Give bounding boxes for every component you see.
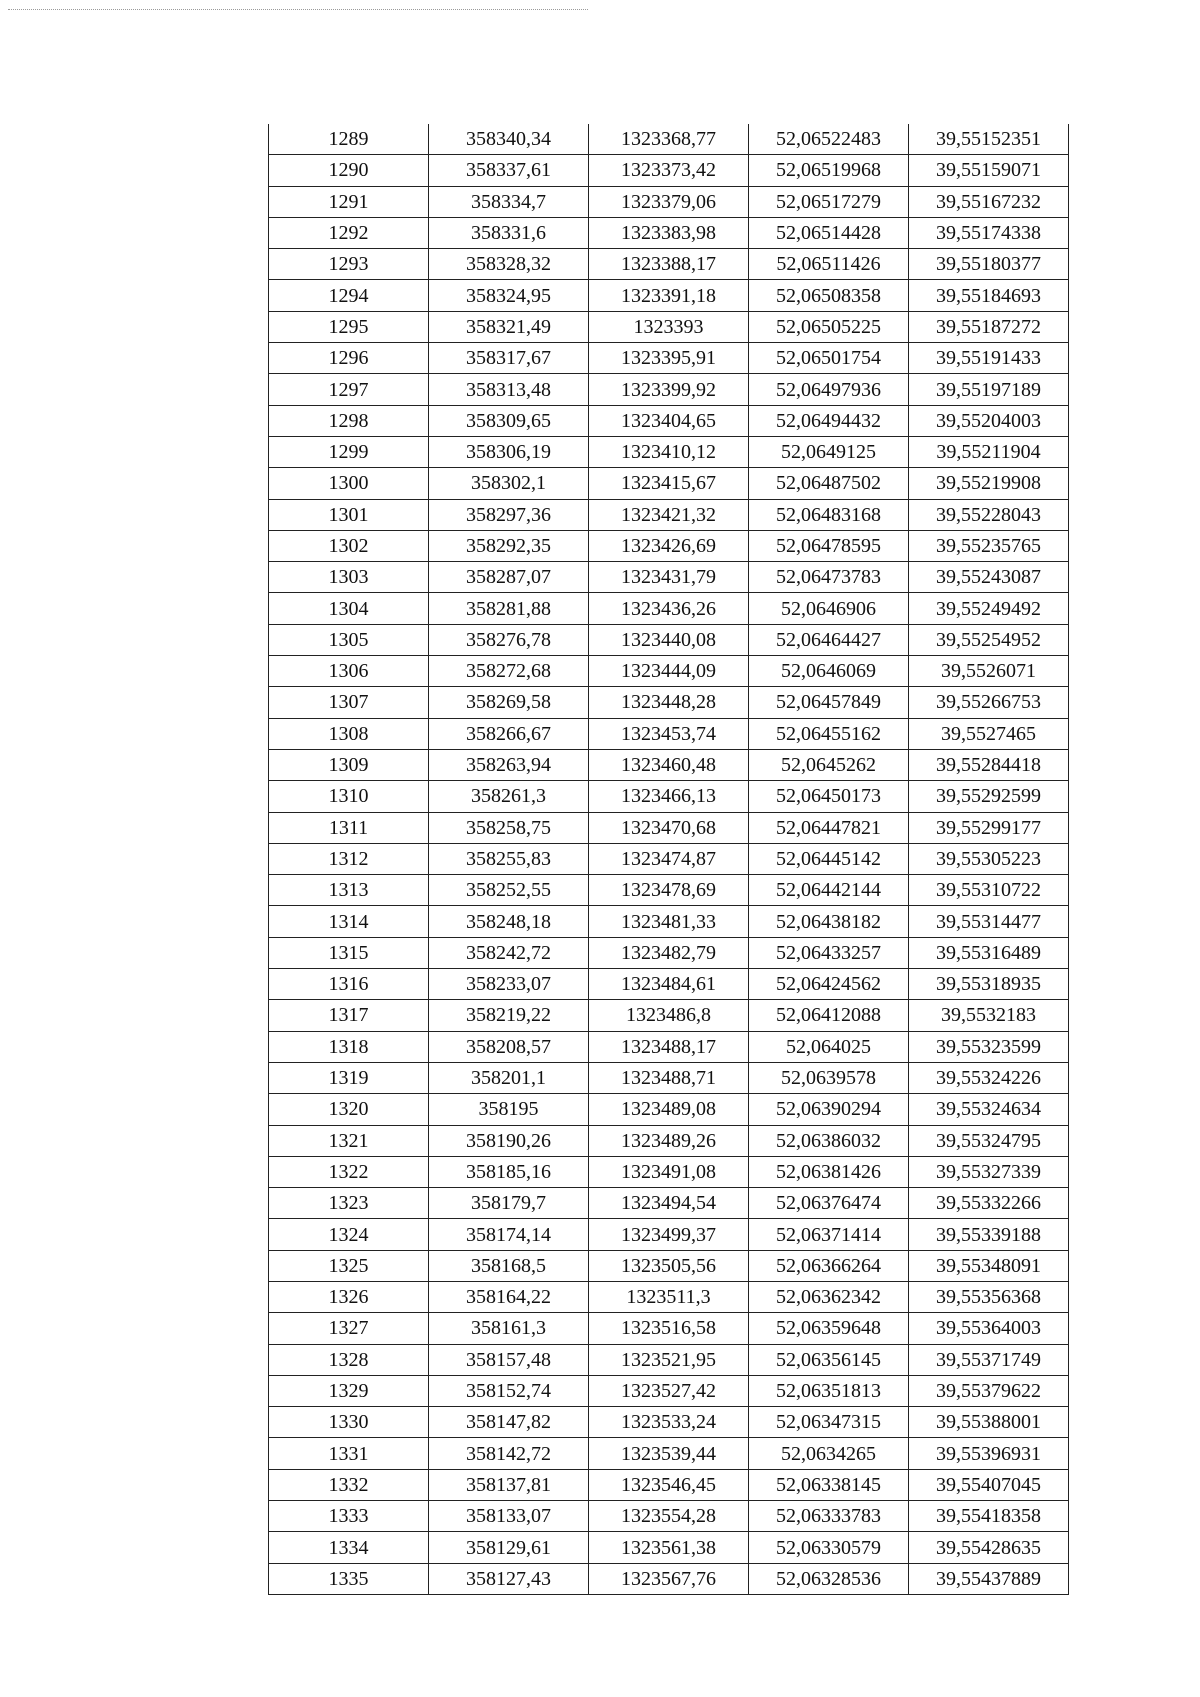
x-coordinate-cell: 358133,07 [429, 1501, 589, 1532]
latitude-cell: 52,06505225 [749, 311, 909, 342]
point-number-cell: 1310 [269, 781, 429, 812]
point-number-cell: 1291 [269, 186, 429, 217]
x-coordinate-cell: 358321,49 [429, 311, 589, 342]
y-coordinate-cell: 1323431,79 [589, 562, 749, 593]
latitude-cell: 52,06333783 [749, 1501, 909, 1532]
table-row [269, 1156, 1069, 1187]
x-coordinate-cell: 358258,75 [429, 812, 589, 843]
point-number-cell: 1299 [269, 436, 429, 467]
x-coordinate-cell: 358242,72 [429, 937, 589, 968]
y-coordinate-cell: 1323486,8 [589, 1000, 749, 1031]
longitude-cell: 39,55219908 [909, 468, 1069, 499]
y-coordinate-cell: 1323391,18 [589, 280, 749, 311]
table-row [269, 1469, 1069, 1500]
latitude-cell: 52,0646906 [749, 593, 909, 624]
table-row [269, 749, 1069, 780]
latitude-cell: 52,06508358 [749, 280, 909, 311]
table-row [269, 1031, 1069, 1062]
table-row [269, 875, 1069, 906]
latitude-cell: 52,06390294 [749, 1094, 909, 1125]
longitude-cell: 39,55324795 [909, 1125, 1069, 1156]
y-coordinate-cell: 1323399,92 [589, 374, 749, 405]
y-coordinate-cell: 1323567,76 [589, 1563, 749, 1594]
table-row [269, 1094, 1069, 1125]
point-number-cell: 1297 [269, 374, 429, 405]
y-coordinate-cell: 1323491,08 [589, 1156, 749, 1187]
y-coordinate-cell: 1323489,08 [589, 1094, 749, 1125]
table-row [269, 1062, 1069, 1093]
point-number-cell: 1306 [269, 656, 429, 687]
x-coordinate-cell: 358137,81 [429, 1469, 589, 1500]
longitude-cell: 39,55228043 [909, 499, 1069, 530]
x-coordinate-cell: 358195 [429, 1094, 589, 1125]
x-coordinate-cell: 358287,07 [429, 562, 589, 593]
table-row [269, 1407, 1069, 1438]
table-row [269, 1281, 1069, 1312]
y-coordinate-cell: 1323460,48 [589, 749, 749, 780]
point-number-cell: 1321 [269, 1125, 429, 1156]
latitude-cell: 52,0634265 [749, 1438, 909, 1469]
table-row [269, 1344, 1069, 1375]
latitude-cell: 52,06347315 [749, 1407, 909, 1438]
x-coordinate-cell: 358306,19 [429, 436, 589, 467]
x-coordinate-cell: 358190,26 [429, 1125, 589, 1156]
table-row [269, 405, 1069, 436]
longitude-cell: 39,55314477 [909, 906, 1069, 937]
point-number-cell: 1309 [269, 749, 429, 780]
x-coordinate-cell: 358340,34 [429, 124, 589, 155]
point-number-cell: 1313 [269, 875, 429, 906]
point-number-cell: 1320 [269, 1094, 429, 1125]
latitude-cell: 52,06497936 [749, 374, 909, 405]
table-row [269, 343, 1069, 374]
table-row [269, 311, 1069, 342]
y-coordinate-cell: 1323426,69 [589, 530, 749, 561]
latitude-cell: 52,06381426 [749, 1156, 909, 1187]
x-coordinate-cell: 358272,68 [429, 656, 589, 687]
table-row [269, 593, 1069, 624]
x-coordinate-cell: 358161,3 [429, 1313, 589, 1344]
latitude-cell: 52,06455162 [749, 718, 909, 749]
point-number-cell: 1292 [269, 217, 429, 248]
latitude-cell: 52,06445142 [749, 843, 909, 874]
x-coordinate-cell: 358263,94 [429, 749, 589, 780]
longitude-cell: 39,55292599 [909, 781, 1069, 812]
x-coordinate-cell: 358157,48 [429, 1344, 589, 1375]
y-coordinate-cell: 1323404,65 [589, 405, 749, 436]
y-coordinate-cell: 1323521,95 [589, 1344, 749, 1375]
table-row [269, 249, 1069, 280]
x-coordinate-cell: 358328,32 [429, 249, 589, 280]
table-row [269, 155, 1069, 186]
point-number-cell: 1311 [269, 812, 429, 843]
table-row [269, 1563, 1069, 1594]
x-coordinate-cell: 358331,6 [429, 217, 589, 248]
longitude-cell: 39,55407045 [909, 1469, 1069, 1500]
longitude-cell: 39,55332266 [909, 1188, 1069, 1219]
y-coordinate-cell: 1323533,24 [589, 1407, 749, 1438]
longitude-cell: 39,55266753 [909, 687, 1069, 718]
longitude-cell: 39,55388001 [909, 1407, 1069, 1438]
longitude-cell: 39,55159071 [909, 155, 1069, 186]
table-row [269, 1125, 1069, 1156]
longitude-cell: 39,55418358 [909, 1501, 1069, 1532]
longitude-cell: 39,55310722 [909, 875, 1069, 906]
x-coordinate-cell: 358261,3 [429, 781, 589, 812]
point-number-cell: 1301 [269, 499, 429, 530]
point-number-cell: 1334 [269, 1532, 429, 1563]
point-number-cell: 1330 [269, 1407, 429, 1438]
x-coordinate-cell: 358276,78 [429, 624, 589, 655]
latitude-cell: 52,06501754 [749, 343, 909, 374]
point-number-cell: 1296 [269, 343, 429, 374]
latitude-cell: 52,06457849 [749, 687, 909, 718]
point-number-cell: 1319 [269, 1062, 429, 1093]
table-row [269, 1501, 1069, 1532]
x-coordinate-cell: 358302,1 [429, 468, 589, 499]
table-row [269, 969, 1069, 1000]
point-number-cell: 1322 [269, 1156, 429, 1187]
point-number-cell: 1317 [269, 1000, 429, 1031]
longitude-cell: 39,55243087 [909, 562, 1069, 593]
table-row [269, 781, 1069, 812]
point-number-cell: 1307 [269, 687, 429, 718]
y-coordinate-cell: 1323511,3 [589, 1281, 749, 1312]
x-coordinate-cell: 358324,95 [429, 280, 589, 311]
longitude-cell: 39,55235765 [909, 530, 1069, 561]
latitude-cell: 52,06366264 [749, 1250, 909, 1281]
x-coordinate-cell: 358201,1 [429, 1062, 589, 1093]
longitude-cell: 39,55191433 [909, 343, 1069, 374]
longitude-cell: 39,55284418 [909, 749, 1069, 780]
point-number-cell: 1294 [269, 280, 429, 311]
x-coordinate-cell: 358313,48 [429, 374, 589, 405]
longitude-cell: 39,55396931 [909, 1438, 1069, 1469]
longitude-cell: 39,55184693 [909, 280, 1069, 311]
longitude-cell: 39,55197189 [909, 374, 1069, 405]
point-number-cell: 1315 [269, 937, 429, 968]
y-coordinate-cell: 1323466,13 [589, 781, 749, 812]
y-coordinate-cell: 1323440,08 [589, 624, 749, 655]
x-coordinate-cell: 358174,14 [429, 1219, 589, 1250]
table-row [269, 1313, 1069, 1344]
y-coordinate-cell: 1323478,69 [589, 875, 749, 906]
point-number-cell: 1332 [269, 1469, 429, 1500]
longitude-cell: 39,55364003 [909, 1313, 1069, 1344]
y-coordinate-cell: 1323393 [589, 311, 749, 342]
x-coordinate-cell: 358152,74 [429, 1375, 589, 1406]
table-row [269, 530, 1069, 561]
longitude-cell: 39,55174338 [909, 217, 1069, 248]
longitude-cell: 39,55323599 [909, 1031, 1069, 1062]
x-coordinate-cell: 358219,22 [429, 1000, 589, 1031]
latitude-cell: 52,06338145 [749, 1469, 909, 1500]
latitude-cell: 52,06483168 [749, 499, 909, 530]
x-coordinate-cell: 358233,07 [429, 969, 589, 1000]
latitude-cell: 52,06359648 [749, 1313, 909, 1344]
longitude-cell: 39,55204003 [909, 405, 1069, 436]
x-coordinate-cell: 358334,7 [429, 186, 589, 217]
longitude-cell: 39,55180377 [909, 249, 1069, 280]
point-number-cell: 1295 [269, 311, 429, 342]
table-row [269, 687, 1069, 718]
latitude-cell: 52,06519968 [749, 155, 909, 186]
longitude-cell: 39,55437889 [909, 1563, 1069, 1594]
table-row [269, 217, 1069, 248]
x-coordinate-cell: 358179,7 [429, 1188, 589, 1219]
y-coordinate-cell: 1323489,26 [589, 1125, 749, 1156]
table-row [269, 499, 1069, 530]
table-row [269, 124, 1069, 155]
coordinates-table [268, 124, 1069, 1595]
y-coordinate-cell: 1323444,09 [589, 656, 749, 687]
point-number-cell: 1327 [269, 1313, 429, 1344]
longitude-cell: 39,55324226 [909, 1062, 1069, 1093]
longitude-cell: 39,55327339 [909, 1156, 1069, 1187]
x-coordinate-cell: 358269,58 [429, 687, 589, 718]
y-coordinate-cell: 1323383,98 [589, 217, 749, 248]
longitude-cell: 39,55379622 [909, 1375, 1069, 1406]
y-coordinate-cell: 1323368,77 [589, 124, 749, 155]
point-number-cell: 1328 [269, 1344, 429, 1375]
coordinates-table-container [268, 124, 1068, 1595]
longitude-cell: 39,55187272 [909, 311, 1069, 342]
y-coordinate-cell: 1323379,06 [589, 186, 749, 217]
latitude-cell: 52,064025 [749, 1031, 909, 1062]
y-coordinate-cell: 1323482,79 [589, 937, 749, 968]
latitude-cell: 52,06424562 [749, 969, 909, 1000]
latitude-cell: 52,06328536 [749, 1563, 909, 1594]
longitude-cell: 39,55249492 [909, 593, 1069, 624]
x-coordinate-cell: 358255,83 [429, 843, 589, 874]
table-row [269, 812, 1069, 843]
table-row [269, 1250, 1069, 1281]
table-row [269, 906, 1069, 937]
x-coordinate-cell: 358309,65 [429, 405, 589, 436]
latitude-cell: 52,06362342 [749, 1281, 909, 1312]
longitude-cell: 39,5526071 [909, 656, 1069, 687]
latitude-cell: 52,06447821 [749, 812, 909, 843]
latitude-cell: 52,06433257 [749, 937, 909, 968]
point-number-cell: 1304 [269, 593, 429, 624]
x-coordinate-cell: 358248,18 [429, 906, 589, 937]
y-coordinate-cell: 1323388,17 [589, 249, 749, 280]
x-coordinate-cell: 358185,16 [429, 1156, 589, 1187]
table-row [269, 468, 1069, 499]
scan-artifact-line [8, 9, 588, 10]
point-number-cell: 1302 [269, 530, 429, 561]
latitude-cell: 52,06412088 [749, 1000, 909, 1031]
latitude-cell: 52,0639578 [749, 1062, 909, 1093]
latitude-cell: 52,06514428 [749, 217, 909, 248]
x-coordinate-cell: 358297,36 [429, 499, 589, 530]
latitude-cell: 52,06487502 [749, 468, 909, 499]
table-row [269, 1000, 1069, 1031]
table-row [269, 280, 1069, 311]
table-row [269, 374, 1069, 405]
point-number-cell: 1300 [269, 468, 429, 499]
point-number-cell: 1316 [269, 969, 429, 1000]
y-coordinate-cell: 1323470,68 [589, 812, 749, 843]
latitude-cell: 52,06351813 [749, 1375, 909, 1406]
point-number-cell: 1323 [269, 1188, 429, 1219]
point-number-cell: 1335 [269, 1563, 429, 1594]
latitude-cell: 52,0645262 [749, 749, 909, 780]
x-coordinate-cell: 358266,67 [429, 718, 589, 749]
y-coordinate-cell: 1323453,74 [589, 718, 749, 749]
coordinates-table-body [269, 124, 1069, 1594]
x-coordinate-cell: 358208,57 [429, 1031, 589, 1062]
y-coordinate-cell: 1323395,91 [589, 343, 749, 374]
longitude-cell: 39,55371749 [909, 1344, 1069, 1375]
x-coordinate-cell: 358337,61 [429, 155, 589, 186]
y-coordinate-cell: 1323448,28 [589, 687, 749, 718]
y-coordinate-cell: 1323539,44 [589, 1438, 749, 1469]
table-row [269, 436, 1069, 467]
y-coordinate-cell: 1323373,42 [589, 155, 749, 186]
table-row [269, 937, 1069, 968]
x-coordinate-cell: 358142,72 [429, 1438, 589, 1469]
y-coordinate-cell: 1323561,38 [589, 1532, 749, 1563]
y-coordinate-cell: 1323554,28 [589, 1501, 749, 1532]
y-coordinate-cell: 1323488,17 [589, 1031, 749, 1062]
y-coordinate-cell: 1323499,37 [589, 1219, 749, 1250]
longitude-cell: 39,55428635 [909, 1532, 1069, 1563]
y-coordinate-cell: 1323516,58 [589, 1313, 749, 1344]
table-row [269, 1438, 1069, 1469]
latitude-cell: 52,06356145 [749, 1344, 909, 1375]
y-coordinate-cell: 1323494,54 [589, 1188, 749, 1219]
longitude-cell: 39,55339188 [909, 1219, 1069, 1250]
y-coordinate-cell: 1323527,42 [589, 1375, 749, 1406]
point-number-cell: 1318 [269, 1031, 429, 1062]
point-number-cell: 1329 [269, 1375, 429, 1406]
x-coordinate-cell: 358281,88 [429, 593, 589, 624]
x-coordinate-cell: 358129,61 [429, 1532, 589, 1563]
x-coordinate-cell: 358317,67 [429, 343, 589, 374]
latitude-cell: 52,06473783 [749, 562, 909, 593]
longitude-cell: 39,55316489 [909, 937, 1069, 968]
table-row [269, 718, 1069, 749]
latitude-cell: 52,0649125 [749, 436, 909, 467]
longitude-cell: 39,55324634 [909, 1094, 1069, 1125]
longitude-cell: 39,55299177 [909, 812, 1069, 843]
longitude-cell: 39,55348091 [909, 1250, 1069, 1281]
y-coordinate-cell: 1323546,45 [589, 1469, 749, 1500]
latitude-cell: 52,06511426 [749, 249, 909, 280]
longitude-cell: 39,55167232 [909, 186, 1069, 217]
y-coordinate-cell: 1323481,33 [589, 906, 749, 937]
latitude-cell: 52,06371414 [749, 1219, 909, 1250]
latitude-cell: 52,06494432 [749, 405, 909, 436]
point-number-cell: 1298 [269, 405, 429, 436]
longitude-cell: 39,5527465 [909, 718, 1069, 749]
table-row [269, 624, 1069, 655]
longitude-cell: 39,55152351 [909, 124, 1069, 155]
longitude-cell: 39,5532183 [909, 1000, 1069, 1031]
x-coordinate-cell: 358252,55 [429, 875, 589, 906]
point-number-cell: 1314 [269, 906, 429, 937]
point-number-cell: 1308 [269, 718, 429, 749]
latitude-cell: 52,06450173 [749, 781, 909, 812]
latitude-cell: 52,06386032 [749, 1125, 909, 1156]
latitude-cell: 52,06478595 [749, 530, 909, 561]
x-coordinate-cell: 358164,22 [429, 1281, 589, 1312]
y-coordinate-cell: 1323410,12 [589, 436, 749, 467]
latitude-cell: 52,06522483 [749, 124, 909, 155]
longitude-cell: 39,55305223 [909, 843, 1069, 874]
longitude-cell: 39,55211904 [909, 436, 1069, 467]
longitude-cell: 39,55356368 [909, 1281, 1069, 1312]
table-row [269, 186, 1069, 217]
table-row [269, 656, 1069, 687]
point-number-cell: 1333 [269, 1501, 429, 1532]
x-coordinate-cell: 358147,82 [429, 1407, 589, 1438]
table-row [269, 1219, 1069, 1250]
y-coordinate-cell: 1323421,32 [589, 499, 749, 530]
point-number-cell: 1326 [269, 1281, 429, 1312]
y-coordinate-cell: 1323474,87 [589, 843, 749, 874]
table-row [269, 1532, 1069, 1563]
x-coordinate-cell: 358168,5 [429, 1250, 589, 1281]
y-coordinate-cell: 1323488,71 [589, 1062, 749, 1093]
point-number-cell: 1305 [269, 624, 429, 655]
point-number-cell: 1312 [269, 843, 429, 874]
latitude-cell: 52,06464427 [749, 624, 909, 655]
point-number-cell: 1303 [269, 562, 429, 593]
table-row [269, 843, 1069, 874]
latitude-cell: 52,06442144 [749, 875, 909, 906]
x-coordinate-cell: 358127,43 [429, 1563, 589, 1594]
table-row [269, 562, 1069, 593]
latitude-cell: 52,06517279 [749, 186, 909, 217]
latitude-cell: 52,06438182 [749, 906, 909, 937]
point-number-cell: 1324 [269, 1219, 429, 1250]
point-number-cell: 1325 [269, 1250, 429, 1281]
latitude-cell: 52,06376474 [749, 1188, 909, 1219]
latitude-cell: 52,06330579 [749, 1532, 909, 1563]
y-coordinate-cell: 1323436,26 [589, 593, 749, 624]
longitude-cell: 39,55318935 [909, 969, 1069, 1000]
point-number-cell: 1290 [269, 155, 429, 186]
point-number-cell: 1331 [269, 1438, 429, 1469]
y-coordinate-cell: 1323484,61 [589, 969, 749, 1000]
point-number-cell: 1289 [269, 124, 429, 155]
longitude-cell: 39,55254952 [909, 624, 1069, 655]
table-row [269, 1188, 1069, 1219]
latitude-cell: 52,0646069 [749, 656, 909, 687]
x-coordinate-cell: 358292,35 [429, 530, 589, 561]
y-coordinate-cell: 1323415,67 [589, 468, 749, 499]
table-row [269, 1375, 1069, 1406]
point-number-cell: 1293 [269, 249, 429, 280]
y-coordinate-cell: 1323505,56 [589, 1250, 749, 1281]
